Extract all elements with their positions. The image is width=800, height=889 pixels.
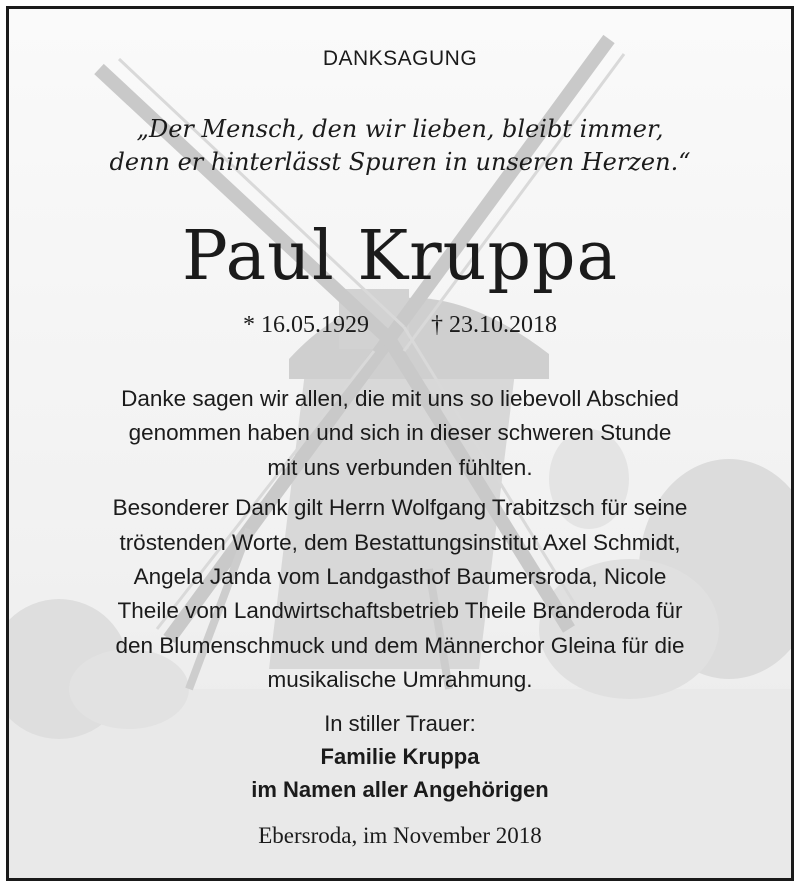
- special-thanks-paragraph: [29, 491, 771, 697]
- text-line: genommen haben und sich in dieser schweren Stunde: [128, 420, 672, 446]
- quote-line: „Der Mensch, den wir lieben, bleibt immer,: [136, 115, 664, 143]
- mourning-intro: In stiller Trauer:: [324, 711, 476, 736]
- text-line: musikalische Umrahmung.: [267, 667, 533, 693]
- thanks-text: [29, 382, 771, 704]
- text-line: mit uns verbunden fühlten.: [267, 454, 533, 480]
- family-name: Familie Kruppa: [320, 744, 480, 769]
- place-date: Ebersroda, im November 2018: [258, 823, 542, 848]
- death-date: † 23.10.2018: [431, 312, 557, 338]
- deceased-name: Paul Kruppa: [181, 217, 619, 296]
- thanks-paragraph: [29, 382, 771, 485]
- notice-heading: DANKSAGUNG: [322, 47, 478, 70]
- notice-frame: [6, 6, 794, 881]
- notice-content: [9, 9, 791, 878]
- text-line: Angela Janda vom Landgasthof Baumersroda, Nicole: [133, 564, 667, 590]
- relatives-line: im Namen aller Angehörigen: [251, 777, 549, 802]
- text-line: tröstenden Worte, dem Bestattungsinstitut Axel Schmidt,: [119, 529, 681, 555]
- memorial-quote: [9, 113, 791, 179]
- birth-date: * 16.05.1929: [243, 312, 369, 338]
- text-line: Theile vom Landwirtschaftsbetrieb Theile Branderoda für: [117, 598, 683, 624]
- life-dates: [9, 312, 791, 339]
- text-line: Danke sagen wir allen, die mit uns so liebevoll Abschied: [121, 386, 679, 411]
- text-line: den Blumenschmuck und dem Männerchor Gleina für die: [115, 632, 685, 658]
- mourning-signature: [9, 707, 791, 806]
- text-line: Besonderer Dank gilt Herrn Wolfgang Trabitzsch für seine: [112, 495, 688, 521]
- quote-line: denn er hinterlässt Spuren in unseren Herzen.“: [109, 148, 691, 176]
